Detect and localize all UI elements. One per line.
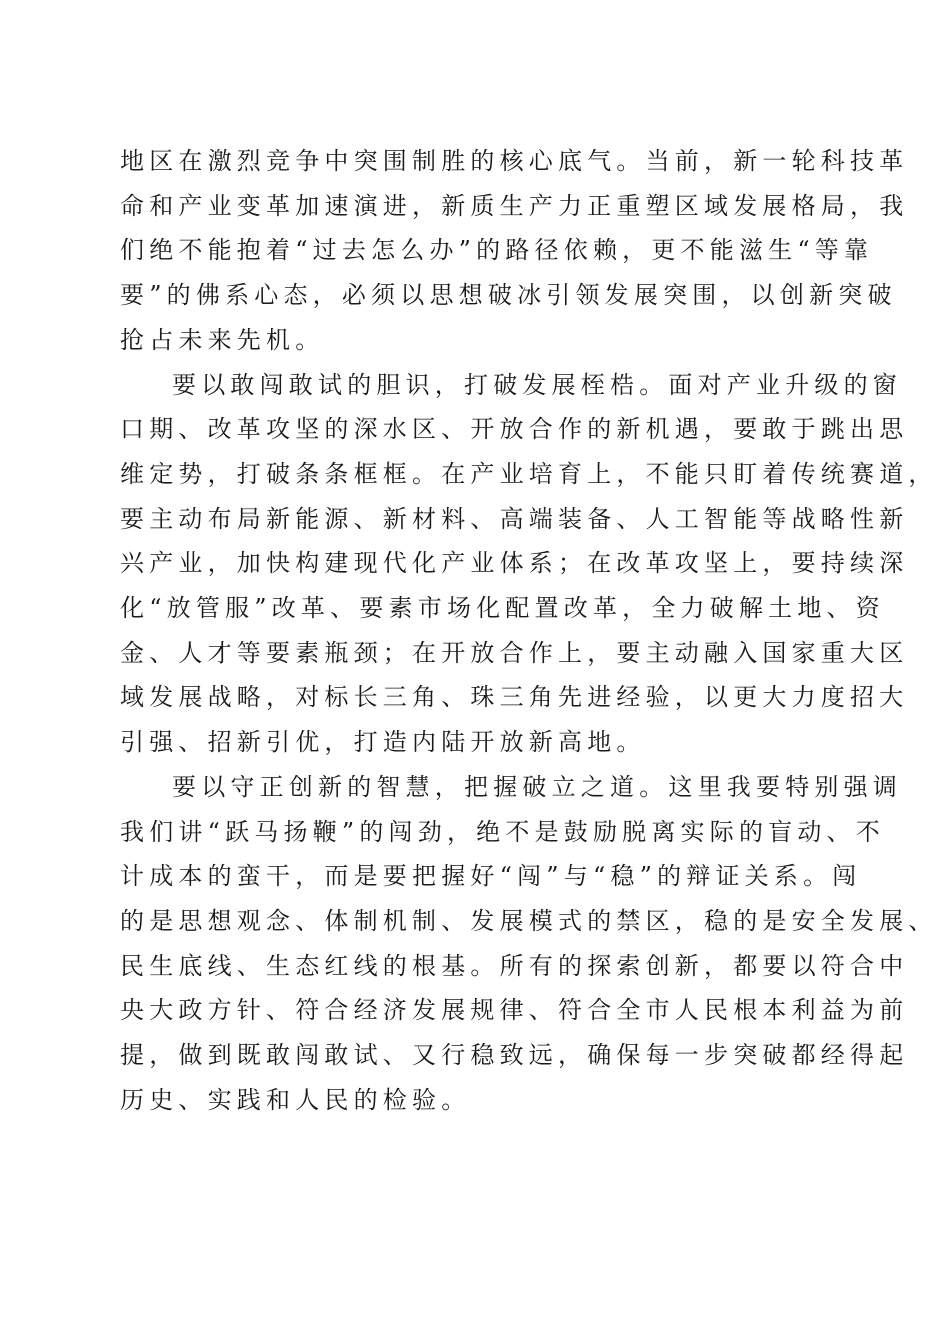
paragraph-line: 要主动布局新能源、新材料、高端装备、人工智能等战略性新 bbox=[120, 504, 909, 533]
paragraph-line: 域发展战略，对标长三角、珠三角先进经验，以更大力度招大 bbox=[120, 683, 909, 712]
paragraph-line: 的是思想观念、体制机制、发展模式的禁区，稳的是安全发展、 bbox=[120, 906, 938, 935]
paragraph-line: 维定势，打破条条框框。在产业培育上，不能只盯着传统赛道， bbox=[120, 459, 938, 488]
paragraph-1 bbox=[120, 139, 909, 363]
paragraph-line: 我们讲“跃马扬鞭”的闯劲，绝不是鼓励脱离实际的盲动、不 bbox=[120, 817, 885, 846]
paragraph-line: 地区在激烈竞争中突围制胜的核心底气。当前，新一轮科技革 bbox=[120, 147, 909, 175]
paragraph-line: 们绝不能抱着“过去怎么办”的路径依赖，更不能滋生“等靠 bbox=[120, 236, 874, 265]
paragraph-line: 历史、实践和人民的检验。 bbox=[120, 1085, 471, 1114]
paragraph-line: 要以敢闯敢试的胆识，打破发展桎梏。面对产业升级的窗 bbox=[172, 370, 902, 399]
document-body bbox=[120, 139, 938, 1122]
paragraph-line: 抢占未来先机。 bbox=[120, 325, 325, 354]
paragraph-line: 要以守正创新的智慧，把握破立之道。这里我要特别强调 bbox=[172, 772, 902, 801]
paragraph-line: 化“放管服”改革、要素市场化配置改革，全力破解土地、资 bbox=[120, 594, 885, 623]
paragraph-line: 民生底线、生态红线的根基。所有的探索创新，都要以符合中 bbox=[120, 951, 909, 980]
paragraph-line: 提，做到既敢闯敢试、又行稳致远，确保每一步突破都经得起 bbox=[120, 1041, 909, 1070]
paragraph-2 bbox=[120, 363, 938, 765]
paragraph-line: 引强、招新引优，打造内陆开放新高地。 bbox=[120, 728, 646, 757]
paragraph-line: 金、人才等要素瓶颈；在开放合作上，要主动融入国家重大区 bbox=[120, 638, 909, 667]
paragraph-line: 要”的佛系心态，必须以思想破冰引领发展突围，以创新突破 bbox=[120, 281, 897, 310]
paragraph-line: 命和产业变革加速演进，新质生产力正重塑区域发展格局，我 bbox=[120, 191, 909, 220]
paragraph-3 bbox=[120, 765, 938, 1123]
paragraph-line: 口期、改革攻坚的深水区、开放合作的新机遇，要敢于跳出思 bbox=[120, 415, 909, 444]
paragraph-line: 央大政方针、符合经济发展规律、符合全市人民根本利益为前 bbox=[120, 996, 909, 1025]
paragraph-line: 兴产业，加快构建现代化产业体系；在改革攻坚上，要持续深 bbox=[120, 549, 909, 578]
paragraph-line: 计成本的蛮干，而是要把握好“闯”与“稳”的辩证关系。闯 bbox=[120, 862, 862, 891]
